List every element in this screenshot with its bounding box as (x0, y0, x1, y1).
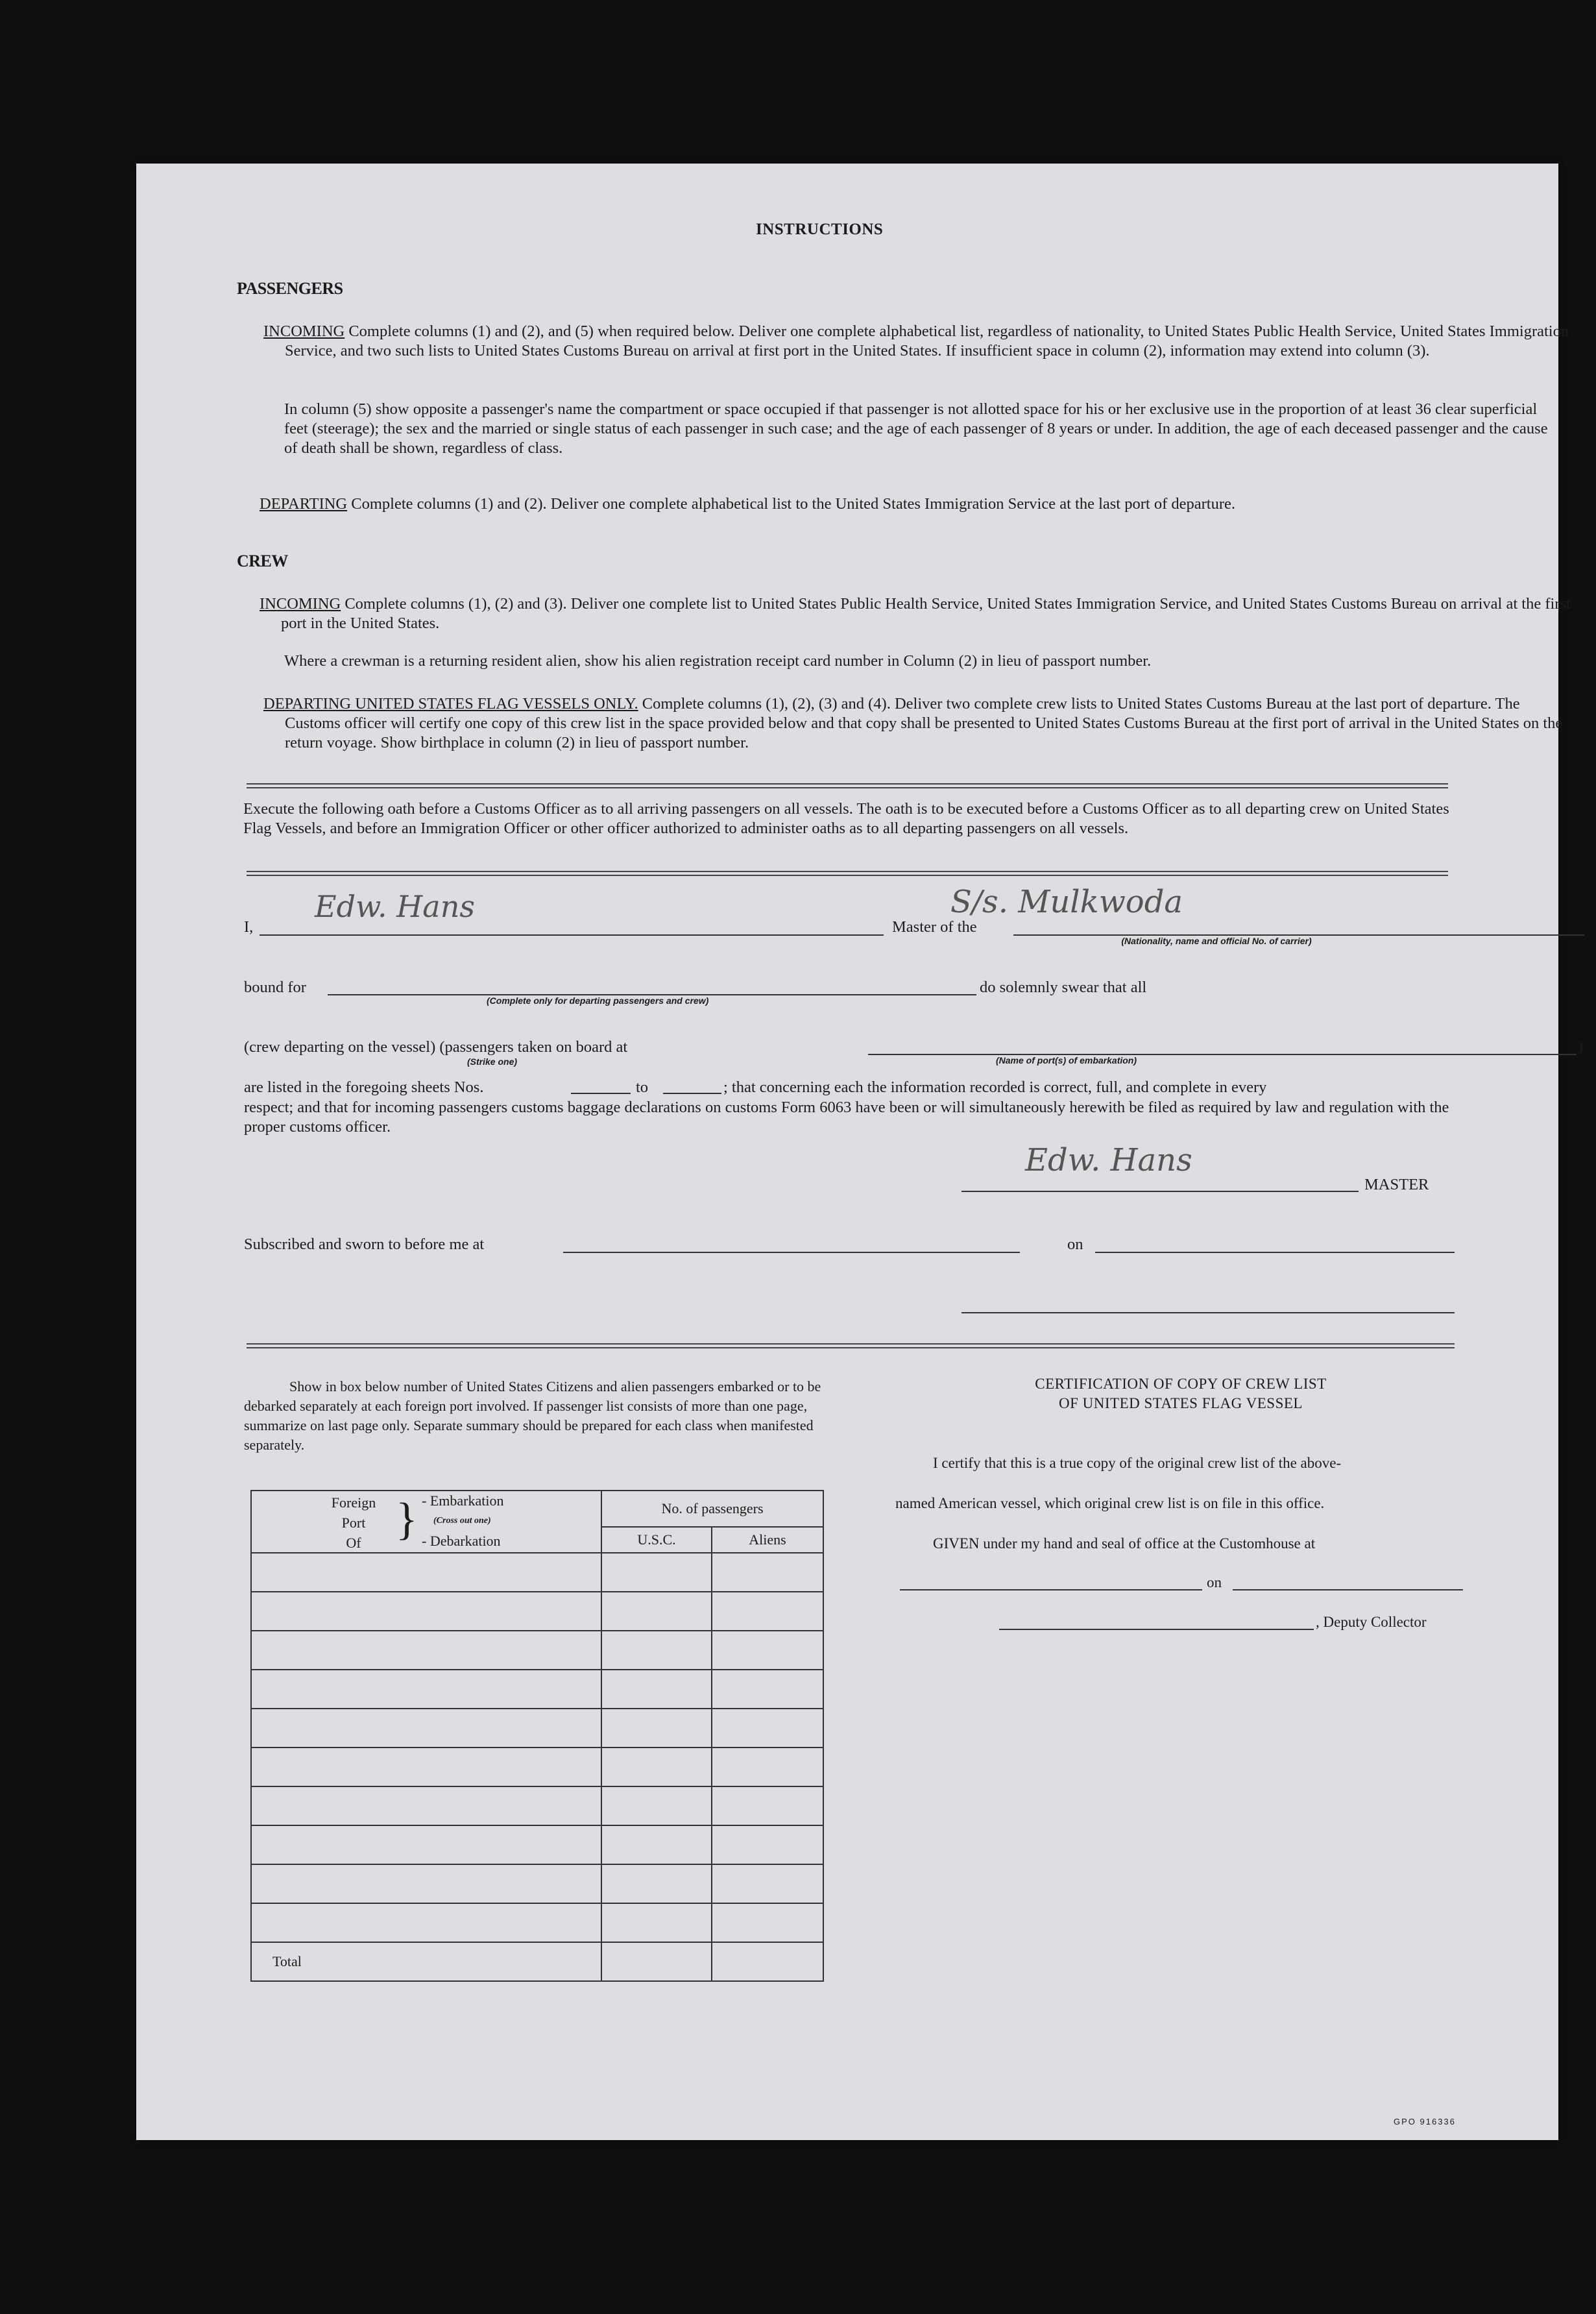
port-line (868, 1054, 1577, 1055)
brace-icon: } (396, 1494, 418, 1544)
passenger-summary-table (250, 1490, 824, 1982)
passengers-column5-instruction: In column (5) show opposite a passenger's name the compartment or space occupied if that passenger is not allotted space for his or her exclusive use in the proportion of at least 36 clear superficial feet (steerage); the sex and the married or single status of each passenger in such case; and the age of each passenger of 8 years or under. In addition, the age of each deceased passenger and the cause of death shall be shown, regardless of class. (284, 400, 1548, 457)
usc-cell[interactable] (601, 1786, 712, 1825)
crew-departing-label: DEPARTING UNITED STATES FLAG VESSELS ONLY. (263, 695, 638, 712)
master-label: MASTER (1364, 1176, 1429, 1193)
total-label: Total (251, 1942, 601, 1981)
usc-cell[interactable] (601, 1903, 712, 1942)
passengers-heading: PASSENGERS (237, 279, 343, 298)
aliens-cell[interactable] (712, 1670, 823, 1709)
passengers-incoming-instruction (263, 322, 1573, 361)
foreign-port-header (251, 1491, 601, 1553)
port-cell[interactable] (251, 1786, 601, 1825)
crew-incoming-instruction (260, 594, 1573, 633)
footer-code: GPO 916336 (1394, 2117, 1456, 2126)
cross-out-label: (Cross out one) (433, 1516, 491, 1526)
crew-incoming-text: Complete columns (1), (2) and (3). Deliver one complete list to United States Public Health Service, United States Immigration Service, and United States Customs Bureau on arrival at the first port in the United States. (281, 595, 1571, 632)
master-of-the-label: Master of the (892, 918, 977, 936)
aliens-cell[interactable] (712, 1786, 823, 1825)
aliens-cell[interactable] (712, 1864, 823, 1903)
master-signature-line (961, 1191, 1359, 1192)
certification-on: on (1207, 1574, 1222, 1590)
passengers-departing-label: DEPARTING (260, 495, 348, 513)
port-caption: (Name of port(s) of embarkation) (996, 1055, 1137, 1066)
master-name-line (260, 934, 884, 936)
oath-intro: Execute the following oath before a Customs Officer as to all arriving passengers on all vessels. The oath is to be executed before a Customs Officer as to all departing crew on United States Flag Vessels, and before an Immigration Officer or other officer authorized to administer oaths as to all departing passengers on all vessels. (243, 800, 1449, 837)
certification-title (895, 1374, 1466, 1413)
passengers-incoming-label: INCOMING (263, 323, 345, 340)
port-cell[interactable] (251, 1825, 601, 1864)
crew-heading: CREW (237, 552, 288, 570)
crew-departing-instruction (263, 694, 1573, 753)
subscribed-text: Subscribed and sworn to before me at (244, 1236, 485, 1253)
deputy-collector-label: , Deputy Collector (1316, 1614, 1427, 1630)
port-cell[interactable] (251, 1864, 601, 1903)
certification-line3: GIVEN under my hand and seal of office at the Customhouse at (933, 1535, 1316, 1552)
port-cell[interactable] (251, 1903, 601, 1942)
subscribed-date-line (1095, 1252, 1455, 1253)
port-cell[interactable] (251, 1631, 601, 1670)
passengers-departing-text: Complete columns (1) and (2). Deliver one complete alphabetical list to the United States Immigration Service at the last port of departure. (347, 495, 1235, 513)
vessel-name-handwriting: S/s. Mulkwoda (950, 884, 1183, 920)
section-divider (247, 783, 1448, 788)
close-paren: ) (1578, 1038, 1584, 1056)
oath-divider (247, 871, 1448, 876)
port-label: Port (341, 1515, 366, 1531)
passengers-departing-instruction (260, 494, 1573, 514)
listed-to: to (636, 1078, 649, 1096)
aliens-cell[interactable] (712, 1553, 823, 1592)
lower-divider (247, 1343, 1455, 1348)
certification-title-line2: OF UNITED STATES FLAG VESSEL (1059, 1395, 1303, 1411)
customhouse-line (900, 1589, 1202, 1590)
port-cell[interactable] (251, 1592, 601, 1631)
listed-text-rest: respect; and that for incoming passengers customs baggage declarations on customs Form 6063 have been or will simultaneously herewith be filed as required by law and regulation with the proper customs officer. (244, 1099, 1449, 1136)
crew-resident-instruction: Where a crewman is a returning resident alien, show his alien registration receipt card number in Column (2) in lieu of passport number. (284, 652, 1152, 670)
certification-date-line (1233, 1589, 1463, 1590)
listed-text-b: ; that concerning each the information recorded is correct, full, and complete in every (723, 1078, 1267, 1096)
aliens-header: Aliens (712, 1527, 823, 1553)
master-signature: Edw. Hans (1025, 1142, 1192, 1178)
aliens-cell[interactable] (712, 1748, 823, 1786)
total-usc-cell[interactable] (601, 1942, 712, 1981)
port-cell[interactable] (251, 1709, 601, 1748)
aliens-cell[interactable] (712, 1825, 823, 1864)
aliens-cell[interactable] (712, 1903, 823, 1942)
usc-cell[interactable] (601, 1709, 712, 1748)
aliens-cell[interactable] (712, 1592, 823, 1631)
sheet-from-line (571, 1093, 631, 1094)
certification-title-line1: CERTIFICATION OF COPY OF CREW LIST (1035, 1376, 1327, 1392)
port-cell[interactable] (251, 1553, 601, 1592)
summary-instructions: Show in box below number of United States Citizens and alien passengers embarked or to be debarked separately at each foreign port involved. If passenger list consists of more than one page, summarize on last page only. Separate summary should be prepared for each class when manifested separately. (244, 1378, 821, 1453)
port-cell[interactable] (251, 1670, 601, 1709)
bound-for-label: bound for (244, 979, 306, 996)
aliens-cell[interactable] (712, 1709, 823, 1748)
usc-cell[interactable] (601, 1592, 712, 1631)
of-label: Of (346, 1535, 361, 1551)
passengers-incoming-text: Complete columns (1) and (2), and (5) when required below. Deliver one complete alphabetical list, regardless of nationality, to United States Public Health Service, United States Immigration Service, and two such lists to United States Customs Bureau on arrival at first port in the United States. If insufficient space in column (2), information may extend into column (3). (285, 323, 1569, 359)
usc-cell[interactable] (601, 1825, 712, 1864)
certification-line1: I certify that this is a true copy of the original crew list of the above- (933, 1455, 1342, 1471)
no-passengers-header: No. of passengers (601, 1491, 823, 1527)
usc-header: U.S.C. (601, 1527, 712, 1553)
instructions-title: INSTRUCTIONS (756, 221, 884, 238)
vessel-caption: (Nationality, name and official No. of carrier) (1121, 936, 1312, 946)
usc-cell[interactable] (601, 1670, 712, 1709)
listed-text-a: are listed in the foregoing sheets Nos. (244, 1078, 484, 1096)
port-cell[interactable] (251, 1748, 601, 1786)
crew-departing-text: Complete columns (1), (2), (3) and (4). Deliver two complete crew lists to United States Customs Bureau at the last port of departure. The Customs officer will certify one copy of this crew list in the space provided below and that copy shall be presented to United States Customs Bureau at the first port of arrival in the United States on the return voyage. Show birthplace in column (2) in lieu of passport number. (285, 695, 1563, 751)
crew-departing-text: (crew departing on the vessel) (passengers taken on board at (244, 1038, 628, 1056)
oath-i-label: I, (244, 918, 254, 936)
subscribed-on: on (1067, 1236, 1083, 1253)
total-aliens-cell[interactable] (712, 1942, 823, 1981)
debarkation-label: - Debarkation (422, 1533, 501, 1549)
certification-line2: named American vessel, which original crew list is on file in this office. (895, 1495, 1325, 1511)
usc-cell[interactable] (601, 1553, 712, 1592)
form-page (136, 164, 1584, 2140)
usc-cell[interactable] (601, 1864, 712, 1903)
subscribed-place-line (563, 1252, 1020, 1253)
deputy-collector-line (999, 1629, 1314, 1630)
bound-for-caption: (Complete only for departing passengers and crew) (487, 995, 709, 1006)
officer-signature-line (961, 1312, 1455, 1313)
aliens-cell[interactable] (712, 1631, 823, 1670)
sheet-to-line (663, 1093, 721, 1094)
usc-cell[interactable] (601, 1631, 712, 1670)
swear-text: do solemnly swear that all (980, 979, 1147, 996)
master-name-handwriting: Edw. Hans (315, 889, 475, 924)
embarkation-label: - Embarkation (422, 1492, 504, 1509)
strike-one-caption: (Strike one) (467, 1056, 518, 1067)
usc-cell[interactable] (601, 1748, 712, 1786)
foreign-label: Foreign (331, 1494, 376, 1511)
crew-incoming-label: INCOMING (260, 595, 341, 613)
